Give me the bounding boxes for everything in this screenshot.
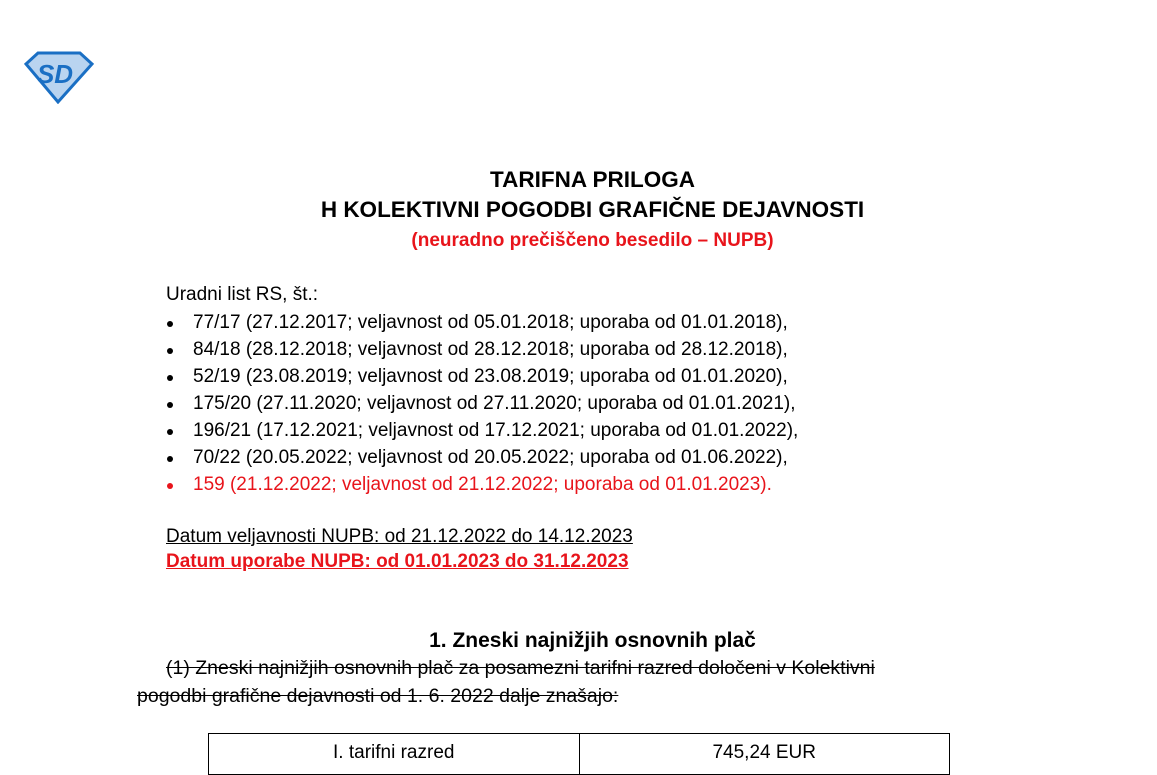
validity-date: Datum veljavnosti NUPB: od 21.12.2022 do 14.12.2023 bbox=[166, 526, 633, 547]
salary-table bbox=[208, 733, 950, 775]
table-cell-class: I. tarifni razred bbox=[209, 734, 580, 774]
use-date: Datum uporabe NUPB: od 01.01.2023 do 31.12.2023 bbox=[166, 551, 629, 572]
paragraph-line1: (1) Zneski najnižjih osnovnih plač za posamezni tarifni razred določeni v Kolektivni bbox=[166, 657, 875, 679]
list-item: 52/19 (23.08.2019; veljavnost od 23.08.2019; uporaba od 01.01.2020), bbox=[166, 366, 798, 393]
gazette-label: Uradni list RS, št.: bbox=[166, 284, 319, 305]
list-item: 196/21 (17.12.2021; veljavnost od 17.12.2021; uporaba od 01.01.2022), bbox=[166, 420, 798, 447]
list-item: 70/22 (20.05.2022; veljavnost od 20.05.2022; uporaba od 01.06.2022), bbox=[166, 447, 798, 474]
document-title-line2: H KOLEKTIVNI POGODBI GRAFIČNE DEJAVNOSTI bbox=[320, 197, 865, 222]
section-heading: 1. Zneski najnižjih osnovnih plač bbox=[429, 629, 756, 652]
table-cell-amount: 745,24 EUR bbox=[712, 742, 816, 763]
paragraph-line2: pogodbi grafične dejavnosti od 1. 6. 2022 dalje znašajo: bbox=[137, 685, 619, 707]
gazette-list bbox=[166, 312, 798, 501]
document-title-line1: TARIFNA PRILOGA bbox=[490, 167, 695, 192]
list-item: 84/18 (28.12.2018; veljavnost od 28.12.2018; uporaba od 28.12.2018), bbox=[166, 339, 798, 366]
svg-text:SD: SD bbox=[36, 59, 74, 89]
list-item: 77/17 (27.12.2017; veljavnost od 05.01.2018; uporaba od 01.01.2018), bbox=[166, 312, 798, 339]
document-subtitle: (neuradno prečiščeno besedilo – NUPB) bbox=[411, 230, 774, 251]
list-item: 175/20 (27.11.2020; veljavnost od 27.11.2020; uporaba od 01.01.2021), bbox=[166, 393, 798, 420]
company-logo bbox=[22, 50, 94, 104]
list-item-current: 159 (21.12.2022; veljavnost od 21.12.2022; uporaba od 01.01.2023). bbox=[166, 474, 798, 501]
